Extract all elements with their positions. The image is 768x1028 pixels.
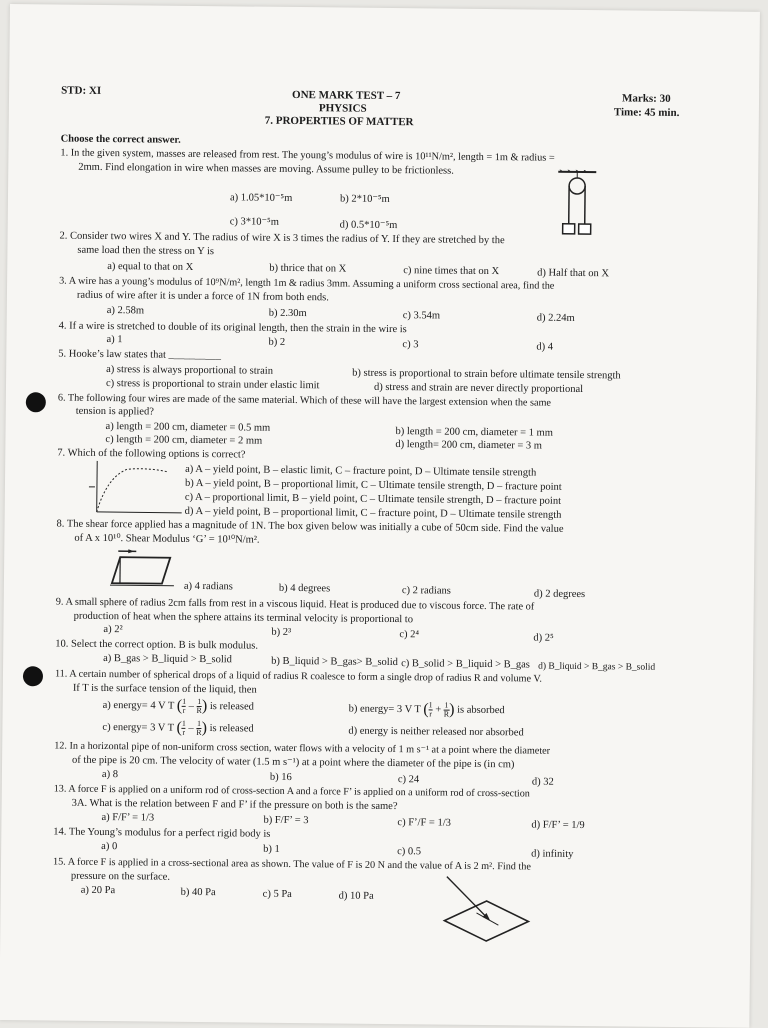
q6-line1: 6. The following four wires are made of the same material. Which of these will have the largest extension when the same [58,393,551,410]
q11-line2: If T is the surface tension of the liquid, then [73,683,257,697]
q1-line1: 1. In the given system, masses are released from rest. The young’s modulus of wire is 10¹¹N/m², length = 1m & radius = [60,148,554,165]
q9-option-d: d) 2⁵ [533,633,553,645]
q3-option-b: b) 2.30m [269,308,307,320]
q11-option-a: a) energy= 4 V T ( $\frac{1}{r}$ – $\frac{1}{R}$ ) is released [103,697,254,716]
q6-option-d: d) length= 200 cm, diameter = 3 m [395,439,542,453]
q3-option-a: a) 2.58m [107,305,144,317]
q11-frac-1-over-r: $\frac{1}{r}$ [182,698,186,715]
q2-line2: same load then the stress on Y is [77,245,214,258]
std-label: STD: XI [61,85,101,97]
q11-frac-1-over-R: $\frac{1}{R}$ [196,698,202,715]
q4-line1: 4. If a wire is stretched to double of its original length, then the strain in the wire is [59,321,407,337]
punch-hole-1 [26,392,46,412]
q2-option-a: a) equal to that on X [107,261,193,274]
q6-option-c: c) length = 200 cm, diameter = 2 mm [105,434,262,448]
q13-option-d: d) F/F’ = 1/9 [531,820,584,833]
q14-line1: 14. The Young’s modulus for a perfect rigid body is [53,826,270,840]
q3-option-d: d) 2.24m [537,313,575,325]
q1-line2: 2mm. Find elongation in wire when masses are moving. Assume pulley to be frictionless. [78,162,454,178]
q4-option-d: d) 4 [536,342,553,354]
q15-line2: pressure on the surface. [71,871,170,884]
q15-option-d: d) 10 Pa [339,890,374,902]
q12-line2: of the pipe is 20 cm. The velocity of water (1.5 m s⁻¹) at a point where the diameter of the pipe is (in cm) [72,755,514,772]
q4-option-c: c) 3 [402,339,418,351]
q2-option-d: d) Half that on X [537,268,609,281]
q6-option-b: b) length = 200 cm, diameter = 1 mm [395,426,552,440]
q1-option-d: d) 0.5*10⁻⁵m [340,219,398,232]
q14-option-d: d) infinity [531,849,573,861]
q7-option-d: d) A – yield point, B – proportional limit, C – fracture point, D – Ultimate tensile strength [185,506,562,522]
q11-frac-1-over-R-c: $\frac{1}{R}$ [196,720,202,737]
q5-option-d: d) stress and strain are never directly proportional [374,382,583,396]
q11-option-b-suffix: is absorbed [457,705,505,716]
q10-option-c: c) B_solid > B_liquid > B_gas [401,658,530,671]
q9-option-a: a) 2² [103,624,122,636]
q5-option-c: c) stress is proportional to strain under elastic limit [106,378,320,392]
q10-option-d: d) B_liquid > B_gas > B_solid [538,661,655,674]
q8-line1: 8. The shear force applied has a magnitude of 1N. The box given below was initially a cube of 50cm side. Find the value [56,519,563,536]
q12-option-d: d) 32 [532,777,554,789]
q8-option-a: a) 4 radians [184,581,233,594]
q7-line1: 7. Which of the following options is correct? [57,448,245,462]
q1-option-b: b) 2*10⁻⁵m [340,193,390,206]
stress-strain-graph [87,457,188,518]
q2-line1: 2. Consider two wires X and Y. The radius of wire X is 3 times the radius of Y. If they are stretched by the [60,231,505,248]
q12-option-a: a) 8 [102,769,118,781]
q15-option-b: b) 40 Pa [181,887,216,899]
q4-option-b: b) 2 [268,337,285,349]
pulley-diagram [548,170,609,241]
q2-option-b: b) thrice that on X [269,263,346,276]
punch-hole-2 [23,666,43,686]
time-label: Time: 45 min. [614,106,680,119]
q8-option-c: c) 2 radians [402,585,451,598]
q14-option-c: c) 0.5 [397,846,421,858]
q9-option-b: b) 2³ [271,627,291,639]
q1-option-a: a) 1.05*10⁻⁵m [230,192,292,205]
q3-line1: 3. A wire has a young’s modulus of 10⁹N/m², length 1m & radius 3mm. Assuming a uniform cross sectional area, find the [59,276,554,293]
q5-line1: 5. Hooke’s law states that __________ [58,349,221,363]
q9-line2: production of heat when the sphere attains its terminal velocity is proportional to [74,611,414,627]
q11-option-c-prefix: c) energy= 3 V T [102,722,174,734]
q11-frac-1-over-R-b: $\frac{1}{R}$ [444,702,450,719]
q14-option-b: b) 1 [263,844,280,856]
q13-line2: 3A. What is the relation between F and F’ if the pressure on both is the same? [72,798,398,813]
q7-option-c: c) A – proportional limit, B – yield point, C – Ultimate tensile strength, D – fracture point [185,492,561,508]
q14-option-a: a) 0 [101,841,117,853]
q11-frac-1-over-r-c: $\frac{1}{r}$ [182,720,186,737]
q7-option-a: a) A – yield point, B – elastic limit, C – fracture point, D – Ultimate tensile strength [185,464,536,480]
q8-line2: of A x 10¹⁰. Shear Modulus ‘G’ = 10¹⁰N/m². [74,533,259,547]
q15-option-a: a) 20 Pa [81,885,116,897]
q6-option-a: a) length = 200 cm, diameter = 0.5 mm [106,421,271,435]
q12-option-c: c) 24 [398,774,419,786]
q11-option-d: d) energy is neither released nor absorbed [348,726,523,740]
q2-option-c: c) nine times that on X [403,265,499,278]
q8-option-b: b) 4 degrees [279,583,330,596]
force-on-plane-diagram [436,875,537,948]
instruction: Choose the correct answer. [61,134,181,147]
q13-option-a: a) F/F’ = 1/3 [101,812,154,825]
q11-option-b: b) energy= 3 V T ( $\frac{1}{r}$ + $\frac{1}{R}$ ) is absorbed [349,701,505,720]
q3-option-c: c) 3.54m [403,310,440,322]
chapter-title: 7. PROPERTIES OF MATTER [265,115,414,129]
q6-line2: tension is applied? [76,406,154,419]
q9-option-c: c) 2⁴ [399,629,419,641]
q11-option-c: c) energy= 3 V T ( $\frac{1}{r}$ – $\frac{1}{R}$ ) is released [102,719,253,738]
q5-option-b: b) stress is proportional to strain before ultimate tensile strength [352,368,621,383]
q11-option-b-prefix: b) energy= 3 V T [349,703,421,715]
q11-option-c-suffix: is released [210,723,254,734]
q4-option-a: a) 1 [106,334,122,346]
q15-line1: 15. A force F is applied in a cross-sectional area as shown. The value of F is 20 N and the value of A is 2 m². Find the [53,856,531,873]
q8-option-d: d) 2 degrees [534,589,585,602]
q11-option-a-suffix: is released [210,701,254,712]
q7-option-b: b) A – yield point, B – proportional limit, C – Ultimate tensile strength, D – fracture point [185,478,562,494]
q10-option-b: b) B_liquid > B_gas> B_solid [271,656,398,669]
question-paper [0,4,760,1028]
q1-option-c: c) 3*10⁻⁵m [230,216,279,229]
q13-option-b: b) F/F’ = 3 [263,815,308,827]
q11-option-a-prefix: a) energy= 4 V T [103,700,175,712]
test-title: ONE MARK TEST – 7 [292,89,401,102]
q11-line1: 11. A certain number of spherical drops of a liquid of radius R coalesce to form a single drop of radius R and volume V. [55,669,542,686]
q12-line1: 12. In a horizontal pipe of non-uniform cross section, water flows with a velocity of 1 m s⁻¹ at a point where the diameter [54,741,550,758]
q12-option-b: b) 16 [270,772,292,784]
subject-title: PHYSICS [319,102,367,114]
q11-frac-1-over-r-b: $\frac{1}{r}$ [429,701,433,718]
q10-line1: 10. Select the correct option. B is bulk modulus. [55,639,258,653]
q13-line1: 13. A force F is applied on a uniform rod of cross-section A and a force F’ is applied on a uniform rod of cross-section [54,784,530,801]
q13-option-c: c) F’/F = 1/3 [397,817,451,830]
q9-line1: 9. A small sphere of radius 2cm falls from rest in a viscous liquid. Heat is produced due to viscous force. The rate of [56,597,535,614]
q5-option-a: a) stress is always proportional to strain [106,364,273,378]
q3-line2: radius of wire after it is under a force of 1N from both ends. [77,290,329,305]
q10-option-a: a) B_gas > B_liquid > B_solid [103,653,232,666]
marks-label: Marks: 30 [622,92,671,105]
q15-option-c: c) 5 Pa [263,889,292,901]
shear-box-diagram [110,549,180,590]
